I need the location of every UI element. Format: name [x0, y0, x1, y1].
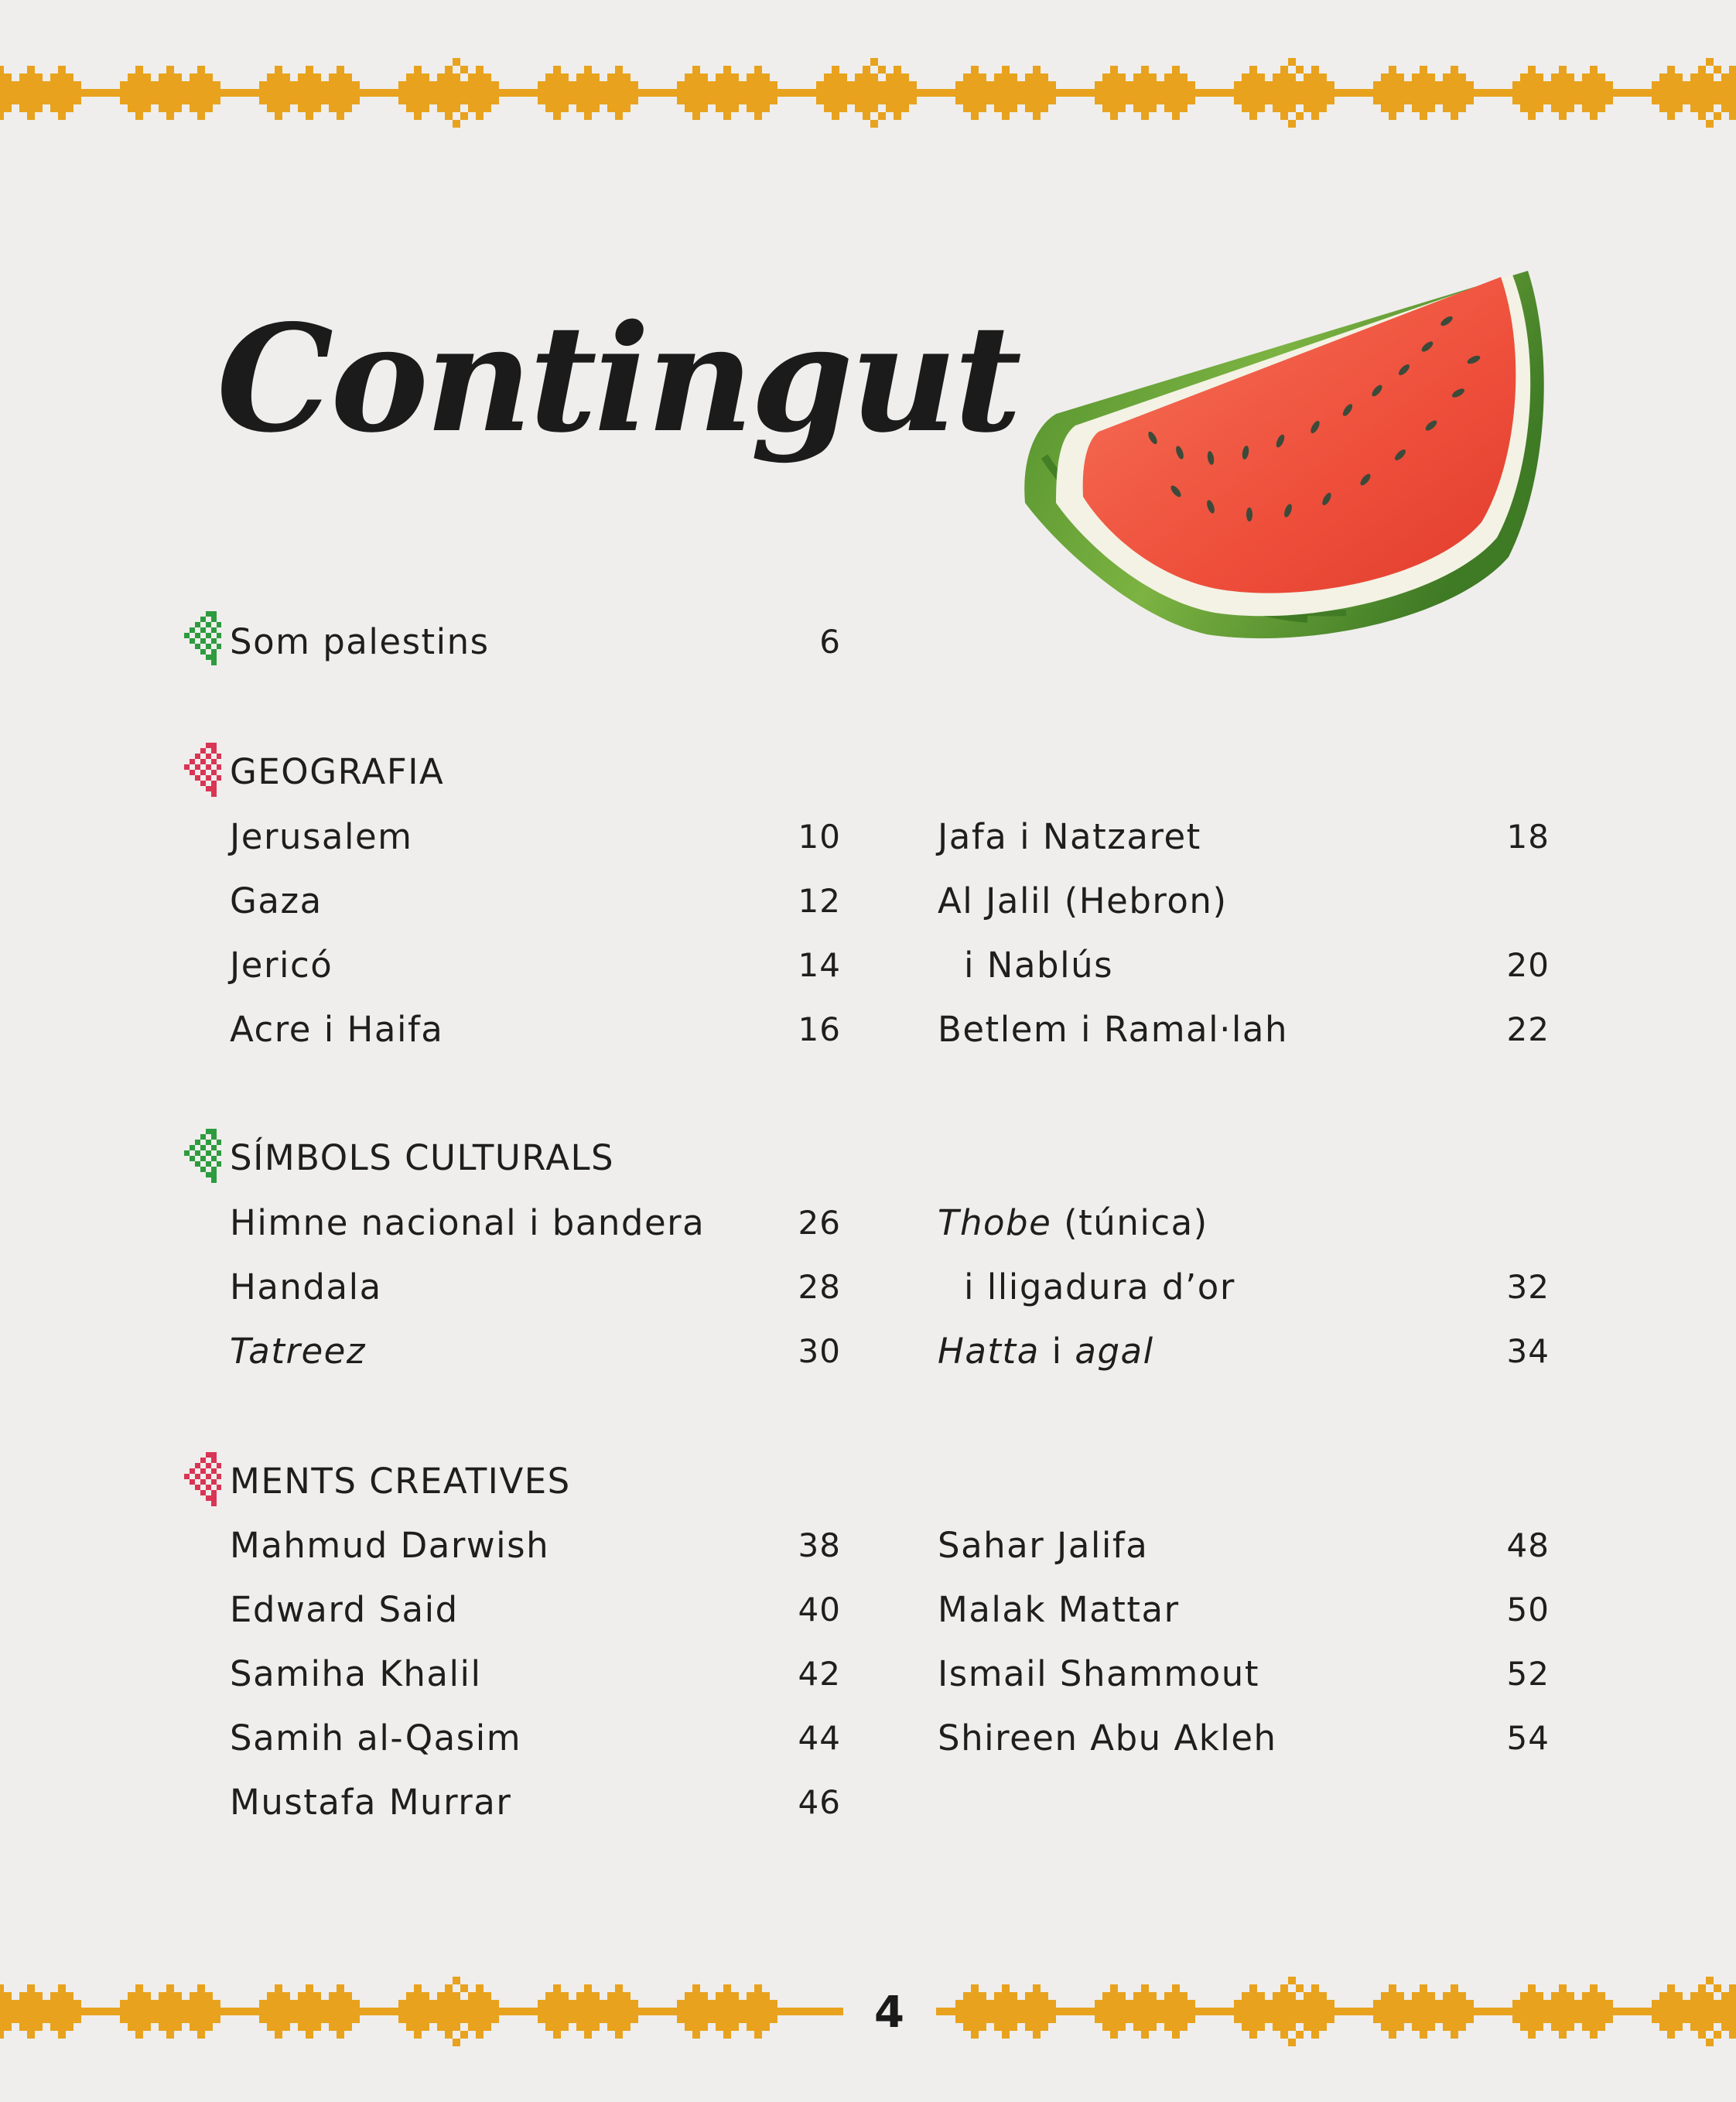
- toc-entry[interactable]: Acre i Haifa 16: [230, 1009, 841, 1050]
- toc-entry[interactable]: Gaza 12: [230, 880, 841, 921]
- toc-entry[interactable]: Mahmud Darwish 38: [230, 1525, 841, 1566]
- cross-stitch-marker-icon: [184, 1449, 221, 1509]
- section-heading-geografia: GEOGRAFIA: [230, 751, 445, 792]
- toc-entry[interactable]: Jericó 14: [230, 945, 841, 986]
- toc-entry[interactable]: Ismail Shammout 52: [938, 1653, 1550, 1694]
- tatreez-border-pattern: [0, 1969, 1736, 2054]
- toc-entry[interactable]: Samih al-Qasim 44: [230, 1717, 841, 1759]
- toc-entry-continued[interactable]: i Nablús 20: [964, 945, 1550, 986]
- cross-stitch-marker-icon: [184, 1126, 221, 1186]
- toc-entry[interactable]: Edward Said 40: [230, 1589, 841, 1630]
- toc-entry[interactable]: Shireen Abu Akleh 54: [938, 1717, 1550, 1759]
- toc-entry[interactable]: Jerusalem 10: [230, 816, 841, 857]
- toc-entry[interactable]: Malak Mattar 50: [938, 1589, 1550, 1630]
- toc-entry[interactable]: Betlem i Ramal·lah 22: [938, 1009, 1550, 1050]
- toc-entry[interactable]: Al Jalil (Hebron): [938, 880, 1228, 921]
- tatreez-border-pattern: [0, 50, 1736, 135]
- toc-entry[interactable]: Handala 28: [230, 1266, 841, 1307]
- toc-entry[interactable]: Tatreez 30: [230, 1331, 841, 1372]
- toc-entry[interactable]: Mustafa Murrar 46: [230, 1782, 841, 1823]
- section-heading-ments-creatives: MENTS CREATIVES: [230, 1461, 571, 1502]
- watermelon-slice-illustration: [1013, 255, 1555, 658]
- toc-entry[interactable]: Som palestins 6: [230, 621, 841, 662]
- toc-entry[interactable]: Sahar Jalifa 48: [938, 1525, 1550, 1566]
- toc-entry[interactable]: Hatta i agal 34: [938, 1331, 1550, 1372]
- cross-stitch-marker-icon: [184, 740, 221, 800]
- page-number: 4: [874, 1988, 904, 2038]
- toc-entry[interactable]: Thobe (túnica): [938, 1202, 1208, 1243]
- section-heading-simbols-culturals: SÍMBOLS CULTURALS: [230, 1137, 615, 1178]
- toc-entry[interactable]: Samiha Khalil 42: [230, 1653, 841, 1694]
- toc-entry-continued[interactable]: i lligadura d’or 32: [964, 1266, 1550, 1307]
- page-title: Contingut: [217, 292, 1019, 465]
- top-tatreez-border: [0, 50, 1736, 135]
- cross-stitch-marker-icon: [184, 608, 221, 668]
- toc-entry[interactable]: Jafa i Natzaret 18: [938, 816, 1550, 857]
- toc-entry[interactable]: Himne nacional i bandera 26: [230, 1202, 841, 1243]
- bottom-tatreez-border: [0, 1969, 1736, 2054]
